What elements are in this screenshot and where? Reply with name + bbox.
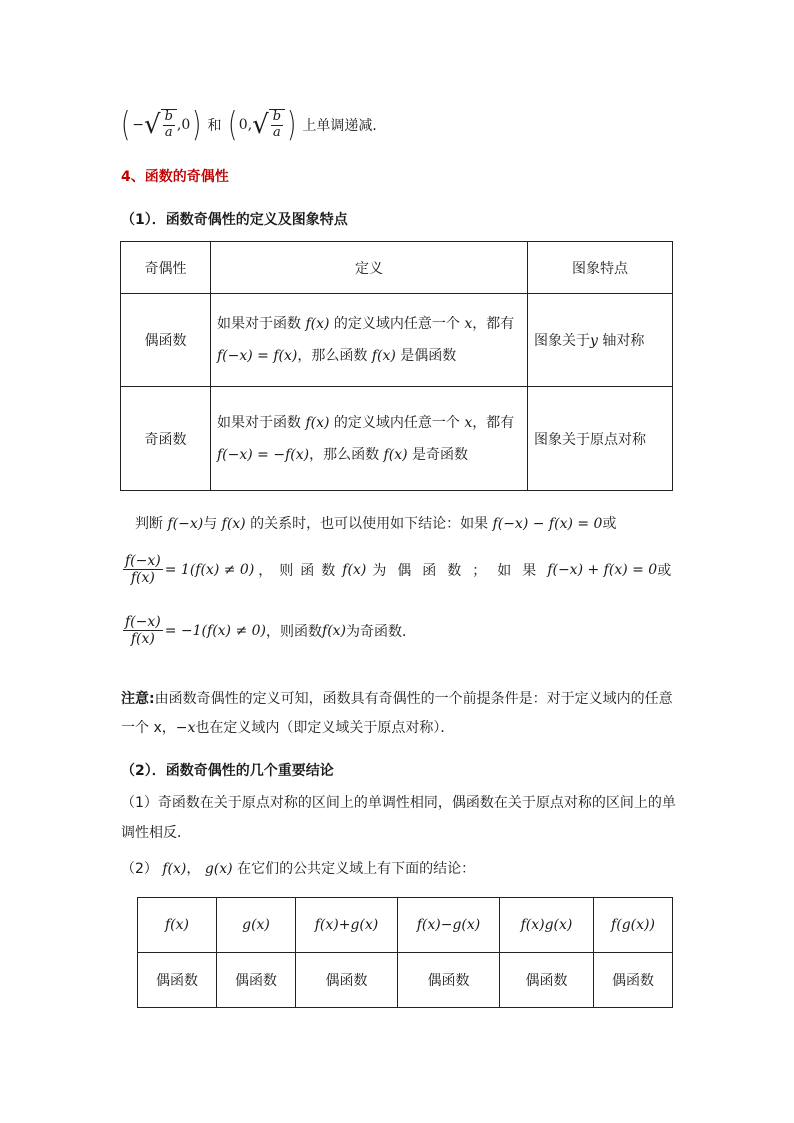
cell-sum: 偶函数 (296, 953, 398, 1008)
text: ，那么函数 (297, 348, 368, 364)
note-text-1: 由函数奇偶性的定义可知，函数具有奇偶性的一个前提条件是：对于定义域内的任意 (154, 691, 673, 707)
frac-num-b: b (164, 109, 173, 125)
header-product: f(x)g(x) (500, 898, 594, 953)
text: 的定义域内任意一个 (333, 316, 460, 332)
odd-equation: f(−x) = −f(x) (217, 446, 310, 463)
frac-den: f(x) (130, 631, 155, 648)
text: 如果对于函数 (217, 414, 301, 431)
ratio-fraction-2 (123, 614, 163, 647)
judge-line-1 (135, 513, 616, 533)
header-graph-feature: 图象特点 (528, 242, 673, 294)
header-fx: f(x) (138, 898, 217, 953)
even-def-line1 (217, 308, 526, 340)
cell-product: 偶函数 (500, 953, 594, 1008)
ratio-eq-one: = 1(f(x) ≠ 0) (164, 561, 255, 578)
section-4-title: 4、函数的奇偶性 (121, 169, 229, 185)
even-function-label: 偶函数 (121, 294, 211, 387)
judge-line-2 (121, 553, 671, 586)
frac-den: f(x) (130, 570, 155, 587)
header-composition: f(g(x)) (594, 898, 673, 953)
odd-function-definition (211, 387, 528, 491)
odd-def-line2 (217, 439, 526, 471)
header-gx: g(x) (217, 898, 296, 953)
frac-num: f(−x) (125, 553, 161, 569)
interval-line (119, 100, 386, 150)
text: 如果对于函数 (217, 316, 301, 332)
frac-num: f(−x) (125, 614, 161, 630)
text: 与 (203, 516, 218, 532)
and-text: 和 (207, 118, 222, 134)
text: 在它们的公共定义域上有下面的结论： (237, 861, 476, 877)
text: 是偶函数 (400, 348, 457, 364)
conclusion-2-line (121, 858, 475, 878)
odd-def-line1 (217, 407, 526, 439)
zero-comma: 0, (238, 117, 253, 133)
text: 为偶函数；如果 (372, 562, 548, 579)
fx-symbol: f(x) (322, 622, 347, 639)
cell-fx: 偶函数 (138, 953, 217, 1008)
text: ，则函数 (266, 623, 323, 640)
subsection-1-title: （1）．函数奇偶性的定义及图象特点 (121, 212, 348, 228)
f-neg-x: f(−x) (167, 516, 204, 532)
composition-table (137, 897, 673, 1008)
fx-symbol: f(x) (221, 516, 246, 532)
header-difference: f(x)−g(x) (398, 898, 500, 953)
text: 判断 (135, 516, 163, 532)
fx-symbol: f(x) (305, 316, 330, 332)
text: 轴对称 (602, 333, 645, 349)
text: 或 (657, 562, 672, 579)
frac-den-a: a (164, 125, 173, 140)
y-symbol: y (590, 333, 598, 349)
text: 也在定义域内（即定义域关于原点对称）． (195, 720, 455, 736)
subsection-2-title: （2）．函数奇偶性的几个重要结论 (121, 763, 334, 779)
sqrt-b-over-a: √ $\frac{b}{a}$ (144, 109, 177, 141)
cell-gx: 偶函数 (217, 953, 296, 1008)
ratio-fraction (123, 553, 163, 586)
interval-tail-text: 上单调递减． (302, 118, 387, 134)
conclusion-1-line-2: 调性相反． (121, 825, 191, 841)
text: 的定义域内任意一个 (333, 414, 460, 431)
comma-zero: ,0 (176, 117, 191, 133)
text: 的关系时，也可以使用如下结论：如果 (250, 516, 489, 532)
even-graph-feature (528, 294, 673, 387)
sum-zero-equation: f(−x) + f(x) = 0 (547, 561, 658, 578)
even-function-definition (211, 294, 528, 387)
note-line-1 (121, 688, 673, 708)
fx-symbol: f(x) (371, 348, 396, 364)
right-paren-2: ) (287, 105, 297, 145)
frac-den-a-2: a (273, 125, 281, 140)
even-def-line2 (217, 340, 526, 372)
left-paren: ( (120, 105, 131, 145)
cell-composition: 偶函数 (594, 953, 673, 1008)
right-paren: ) (192, 105, 202, 145)
judge-line-3 (121, 614, 416, 647)
fx-symbol: f(x) (162, 861, 187, 877)
x-symbol: x (464, 414, 473, 431)
parity-definition-table (120, 241, 673, 491)
text: ，那么函数 (309, 446, 380, 463)
text: ， (186, 861, 201, 877)
odd-graph-feature: 图象关于原点对称 (528, 387, 673, 491)
conclusion-1-line-1: （1）奇函数在关于原点对称的区间上的单调性相同，偶函数在关于原点对称的区间上的单 (121, 795, 676, 811)
frac-num-b-2: b (272, 109, 282, 125)
fx-symbol: f(x) (383, 446, 408, 463)
header-definition: 定义 (211, 242, 528, 294)
x-symbol: x (464, 316, 473, 332)
text: ，都有 (472, 414, 515, 431)
text: 是奇函数 (412, 446, 469, 463)
header-parity: 奇偶性 (121, 242, 211, 294)
text: ，则函数 (258, 562, 343, 579)
fx-symbol: f(x) (342, 561, 367, 578)
text: 图象关于 (534, 333, 590, 349)
cell-difference: 偶函数 (398, 953, 500, 1008)
sum-equation: f(−x) − f(x) = 0 (492, 516, 603, 532)
even-equation: f(−x) = f(x) (217, 348, 298, 364)
minus-sign: − (132, 117, 144, 133)
text: 一个 x， (121, 720, 176, 736)
text: （2） (121, 861, 158, 877)
neg-x-symbol: −x (175, 720, 196, 736)
note-label: 注意: (121, 691, 155, 707)
odd-function-label: 奇函数 (121, 387, 211, 491)
text: 或 (602, 516, 617, 532)
text: ，都有 (472, 316, 515, 332)
fx-symbol: f(x) (305, 414, 330, 431)
note-line-2 (121, 717, 454, 737)
left-paren-2: ( (227, 105, 237, 145)
header-sum: f(x)+g(x) (296, 898, 398, 953)
ratio-eq-neg-one: = −1(f(x) ≠ 0) (164, 622, 267, 639)
text: 为奇函数． (346, 623, 417, 640)
sqrt-b-over-a-2: √ $\frac{b}{a}$ (252, 109, 285, 141)
gx-symbol: g(x) (204, 861, 233, 877)
